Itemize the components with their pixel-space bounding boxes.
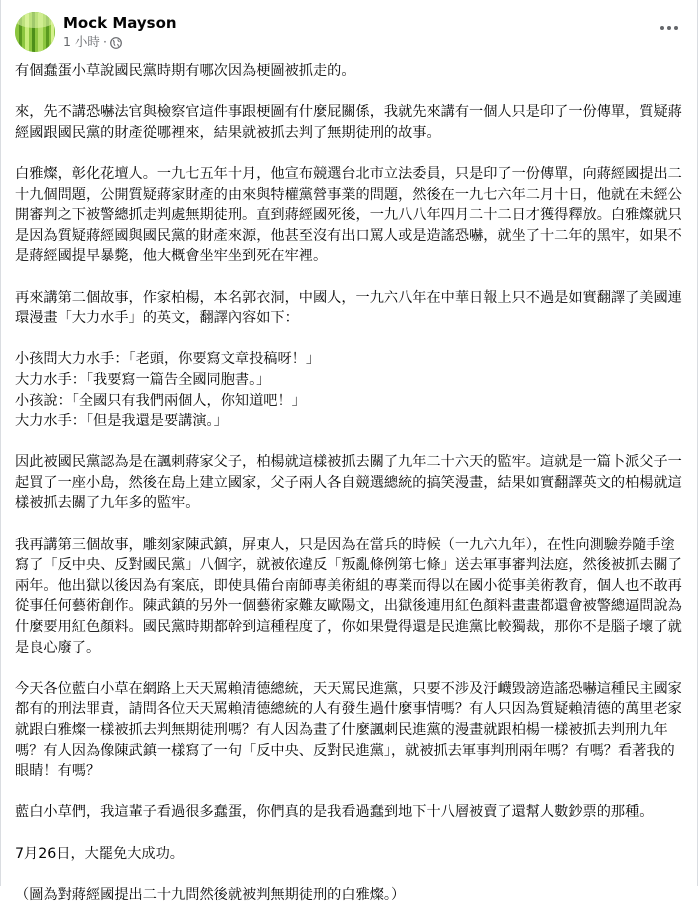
more-options-icon (659, 25, 679, 31)
post-paragraph: 小孩問大力水手：「老頭，你要寫文章投稿呀！」 大力水手：「我要寫一篇告全國同胞書。」 小孩說：「全國只有我們兩個人，你知道吧！」 大力水手：「但是我還是要講演。」 (15, 351, 321, 430)
avatar[interactable] (15, 12, 55, 52)
post-paragraph: 有個蠢蛋小草說國民黨時期有哪次因為梗圖被抓走的。 (15, 63, 356, 79)
header-text (63, 13, 177, 51)
post-header (15, 10, 177, 54)
post-paragraph: 藍白小草們，我這輩子看過很多蠢蛋，你們真的是我看過蠢到地下十八層被賣了還幫人數鈔票的那種。 (15, 804, 654, 821)
post-time[interactable]: 1 小時 (63, 34, 100, 49)
post-paragraph: 因此被國民黨認為是在諷刺蔣家父子，柏楊就這樣被抓去關了九年二十六天的監牢。這就是一篇卜派父子一起買了一座小島，然後在島上建立國家，父子兩人各自競選總統的搞笑漫畫，結果如實翻譯英文的柏楊就這樣被抓去關了九年多的監牢。 (15, 454, 682, 512)
avatar-image (15, 12, 55, 52)
post-body (15, 61, 687, 905)
post-paragraph: 來，先不講恐嚇法官與檢察官這件事跟梗圖有什麼屁關係，我就先來講有一個人只是印了一份傳單，質疑蔣經國跟國民黨的財產從哪裡來，結果就被抓去判了無期徒刑的故事。 (15, 104, 682, 141)
author-name[interactable]: Mock Mayson (63, 14, 177, 32)
meta-separator: · (102, 34, 107, 49)
post-paragraph: 今天各位藍白小草在網路上天天罵賴清德總統，天天罵民進黨，只要不涉及汙衊毀謗造謠恐嚇這種民主國家都有的刑法罪責，請問各位天天罵賴清德總統的人有發生過什麼事情嗎？有人只因為質疑賴清德的萬里老家就跟白雅燦一樣被抓去判無期徒刑嗎？有人因為畫了什麼諷刺民進黨的漫畫就跟柏楊一樣被抓去判刑九年嗎？有人因為像陳武鎮一樣寫了一句「反中央、反對民進黨」，就被抓去軍事判刑兩年嗎？有嗎？看著我的眼睛！有嗎？ (15, 680, 682, 780)
post-meta (63, 33, 177, 51)
post-paragraph: 再來講第二個故事，作家柏楊，本名郭衣洞，中國人，一九六八年在中華日報上只不過是如實翻譯了美國連環漫畫「大力水手」的英文，翻譯內容如下： (15, 289, 682, 327)
post-paragraph: 7月26日，大罷免大成功。 (15, 845, 184, 862)
more-options-button[interactable] (657, 16, 681, 40)
post-paragraph: 白雅燦，彰化花壇人。一九七五年十月，他宣布競選台北市立法委員，只是印了一份傳單，向蔣經國提出二十九個問題，公開質疑蔣家財產的由來與特權黨營事業的問題，然後在一九七六年二月十日，他就在未經公開審判之下被警總抓走判處無期徒刑。直到蔣經國死後，一九八八年四月二十二日才獲得釋放。白雅燦就只是因為質疑蔣經國與國民黨的財產來源，他甚至沒有出口罵人或是造謠恐嚇，就坐了十二年的黑牢，如果不是蔣經國提早暴斃，他大概會坐牢坐到死在牢裡。 (15, 165, 682, 265)
image-caption: （圖為對蔣經國提出二十九問然後就被判無期徒刑的白雅燦。） (15, 886, 406, 903)
globe-icon[interactable] (110, 36, 122, 48)
post-paragraph: 我再講第三個故事，雕刻家陳武鎮，屏東人，只是因為在當兵的時候（一九六九年），在性向測驗券隨手塗寫了「反中央、反對國民黨」八個字，就被依違反「叛亂條例第七條」送去軍事審判法庭，然後被抓去關了兩年。他出獄以後因為有案底，即使具備台南師專美術組的專業而得以在國小從事美術教育，個人也不敢再從事任何藝術創作。陳武鎮的另外一個藝術家難友歐陽文，出獄後連用紅色顏料畫畫都還會被警總逼問說為什麼要用紅色顏料。國民黨時期都幹到這種程度了，你如果覺得還是民進黨比較獨裁，那你不是腦子壞了就是良心廢了。 (15, 536, 682, 656)
